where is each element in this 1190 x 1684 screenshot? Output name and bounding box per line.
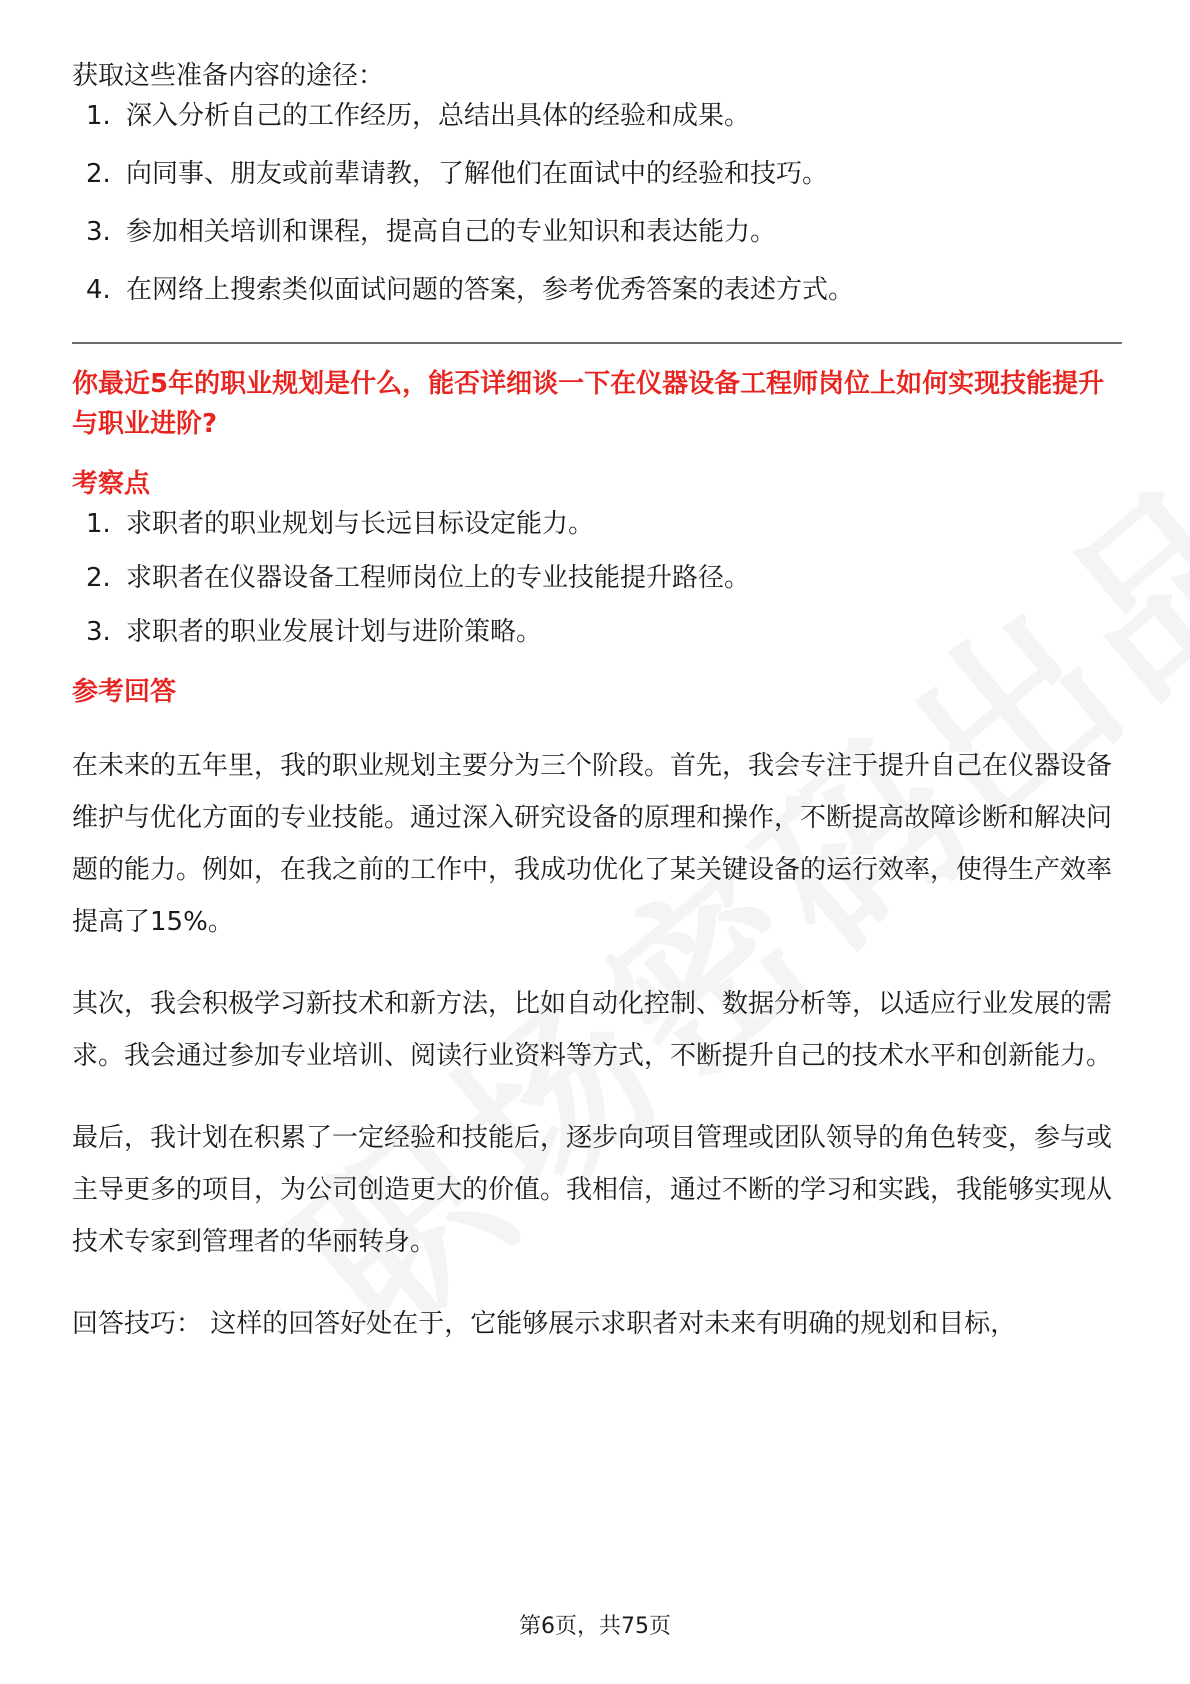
focus-heading: 考察点 (72, 469, 151, 499)
list-text: 在网络上搜索类似面试问题的答案，参考优秀答案的表述方式。 (126, 275, 855, 305)
list-text: 深入分析自己的工作经历，总结出具体的经验和成果。 (126, 101, 751, 131)
question-heading: 你最近5年的职业规划是什么，能否详细谈一下在仪器设备工程师岗位上如何实现技能提升与职业进阶? (72, 369, 1105, 439)
list-text: 求职者的职业发展计划与进阶策略。 (126, 617, 543, 647)
list-text: 求职者在仪器设备工程师岗位上的专业技能提升路径。 (126, 563, 751, 593)
approach-list (72, 96, 1120, 310)
list-item (72, 504, 1120, 544)
list-text: 参加相关培训和课程，提高自己的专业知识和表达能力。 (126, 217, 777, 247)
list-item (72, 270, 1120, 310)
intro-text: 获取这些准备内容的途径： (72, 61, 385, 91)
tips-paragraph: 回答技巧： 这样的回答好处在于，它能够展示求职者对未来有明确的规划和目标， (72, 1309, 1017, 1339)
list-item (72, 154, 1120, 194)
answer-paragraph: 最后，我计划在积累了一定经验和技能后，逐步向项目管理或团队领导的角色转变，参与或主导更多的项目，为公司创造更大的价值。我相信，通过不断的学习和实践，我能够实现从技术专家到管理者的华丽转身。 (72, 1123, 1113, 1257)
list-number: 4. (86, 275, 111, 305)
list-text: 求职者的职业规划与长远目标设定能力。 (126, 509, 595, 539)
focus-list (72, 504, 1120, 652)
answer-paragraph: 在未来的五年里，我的职业规划主要分为三个阶段。首先，我会专注于提升自己在仪器设备维护与优化方面的专业技能。通过深入研究设备的原理和操作，不断提高故障诊断和解决问题的能力。例如，在我之前的工作中，我成功优化了某关键设备的运行效率，使得生产效率提高了15%。 (72, 751, 1113, 937)
list-text: 向同事、朋友或前辈请教，了解他们在面试中的经验和技巧。 (126, 159, 829, 189)
list-number: 3. (86, 617, 111, 647)
answer-heading: 参考回答 (72, 677, 177, 707)
list-number: 1. (86, 509, 111, 539)
page-footer: 第6页，共75页 (519, 1614, 671, 1639)
list-number: 3. (86, 217, 111, 247)
list-number: 2. (86, 563, 111, 593)
list-item (72, 612, 1120, 652)
section-divider (72, 342, 1122, 344)
list-number: 2. (86, 159, 111, 189)
list-number: 1. (86, 101, 111, 131)
list-item (72, 558, 1120, 598)
answer-paragraph: 其次，我会积极学习新技术和新方法，比如自动化控制、数据分析等，以适应行业发展的需求。我会通过参加专业培训、阅读行业资料等方式，不断提升自己的技术水平和创新能力。 (72, 989, 1113, 1071)
list-item (72, 212, 1120, 252)
page-content (72, 56, 1120, 1350)
list-item (72, 96, 1120, 136)
